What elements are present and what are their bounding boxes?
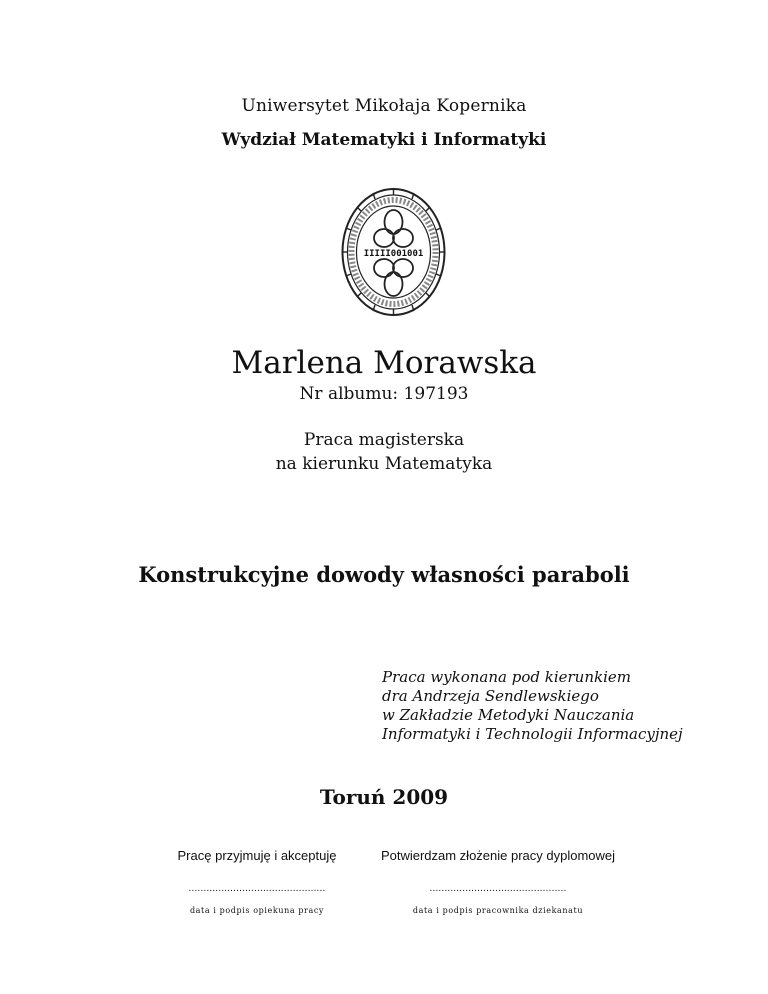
supervisor-line4: Informatyki i Technologii Informacyjnej — [382, 725, 683, 743]
signature-block-supervisor — [174, 848, 340, 915]
thesis-type-line1: Praca magisterska — [303, 430, 465, 450]
university-name: Uniwersytet Mikołaja Kopernika — [241, 96, 527, 116]
supervisor-block — [382, 668, 683, 744]
thesis-title: Konstrukcyjne dowody własności paraboli — [138, 562, 630, 587]
thesis-type — [0, 428, 768, 476]
supervisor-line3: w Zakładzie Metodyki Nauczania — [382, 706, 635, 724]
signature-caption-deanery: data i podpis pracownika dziekanatu — [412, 906, 584, 915]
supervisor-line2: dra Andrzeja Sendlewskiego — [382, 687, 599, 705]
signature-caption-supervisor: data i podpis opiekuna pracy — [189, 906, 325, 915]
signature-line-supervisor: .............................................. — [188, 883, 326, 894]
signature-label-supervisor: Pracę przyjmuję i akceptuję — [177, 848, 337, 863]
signature-label-deanery: Potwierdzam złożenie pracy dyplomowej — [380, 848, 616, 863]
album-number: Nr albumu: 197193 — [299, 384, 469, 404]
university-seal-icon — [340, 186, 447, 318]
signature-block-deanery — [380, 848, 616, 915]
place-and-year: Toruń 2009 — [319, 785, 449, 809]
signature-line-deanery: .............................................. — [429, 883, 567, 894]
faculty-name: Wydział Matematyki i Informatyki — [221, 130, 547, 150]
seal-text: IIIII001001 — [363, 249, 424, 259]
author-name: Marlena Morawska — [231, 345, 537, 381]
thesis-type-line2: na kierunku Matematyka — [275, 454, 493, 474]
supervisor-line1: Praca wykonana pod kierunkiem — [382, 668, 631, 686]
